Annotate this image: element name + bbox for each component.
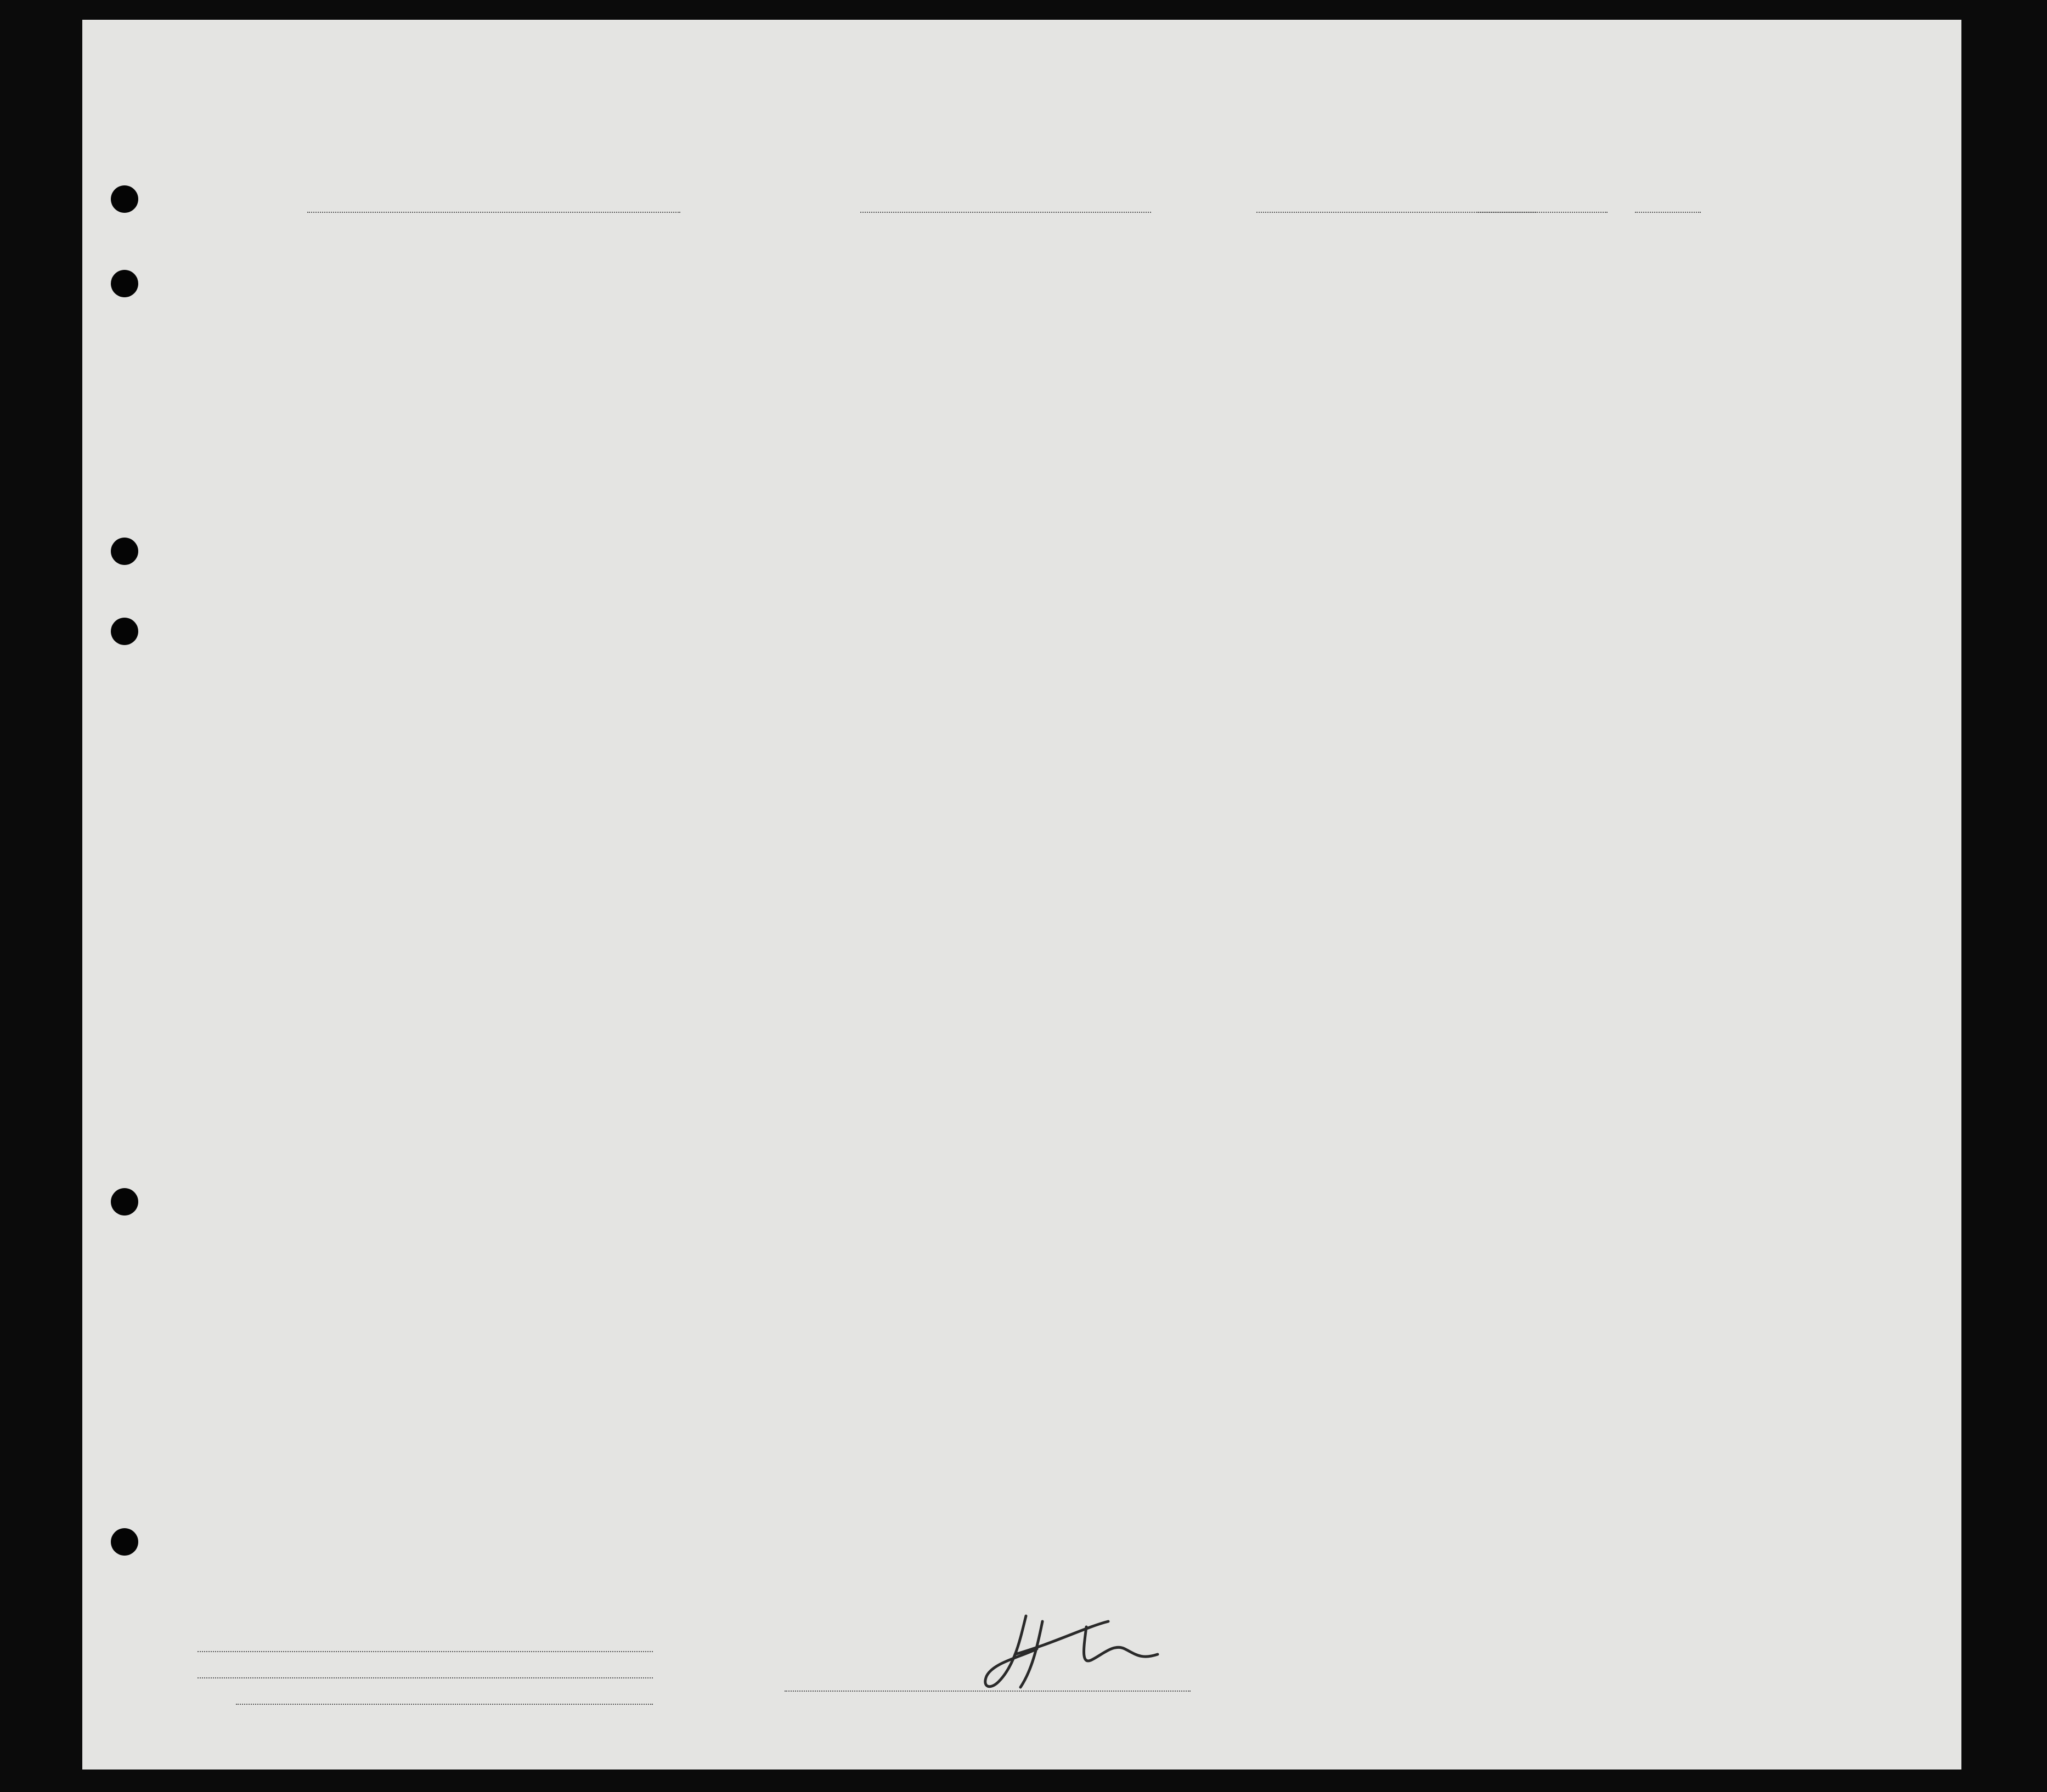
inspector-signature — [960, 1605, 1213, 1698]
table-grid — [82, 20, 1961, 1770]
manifest-sheet — [82, 20, 1961, 1770]
